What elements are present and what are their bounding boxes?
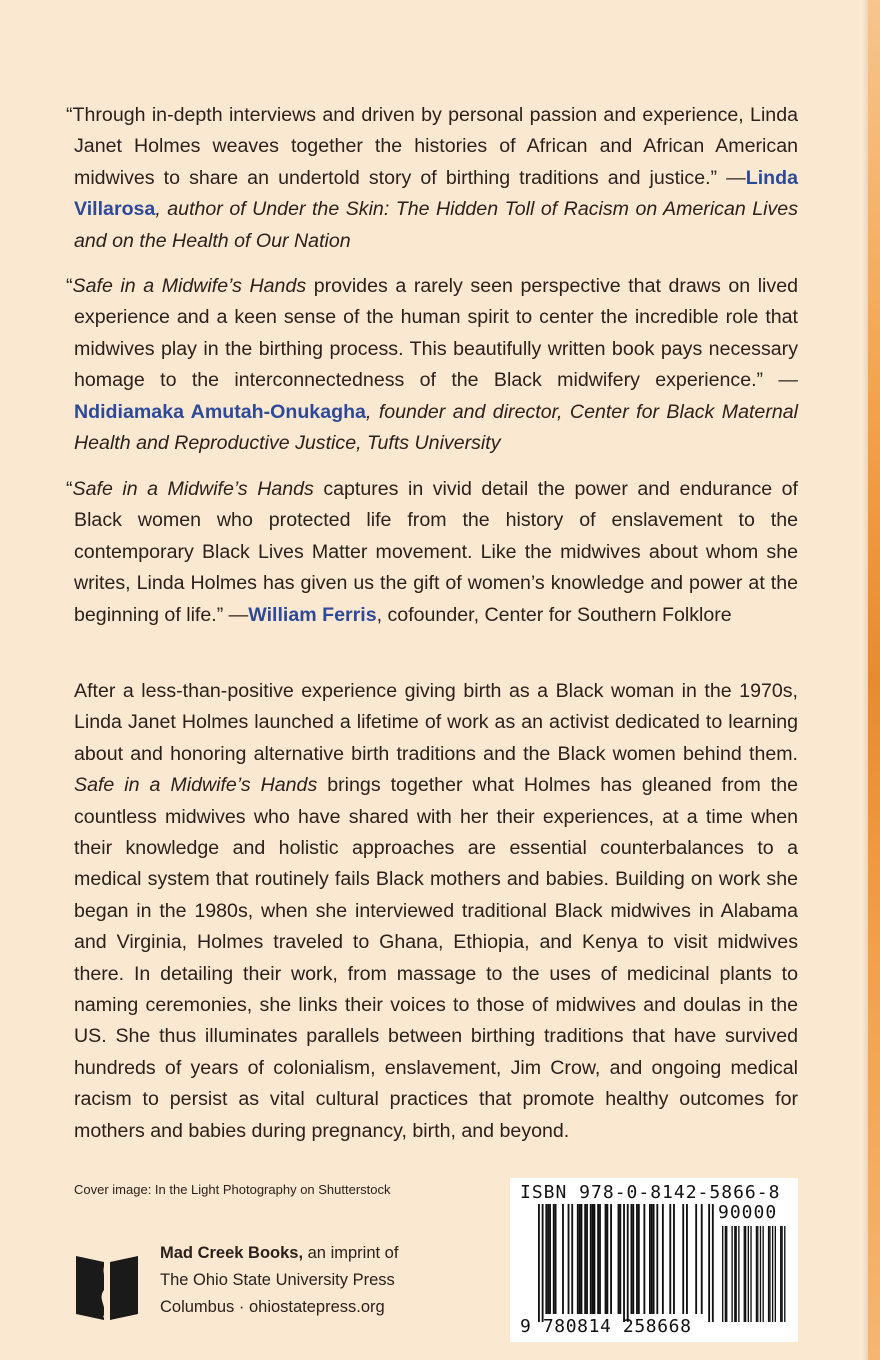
isbn-barcode bbox=[510, 1178, 798, 1342]
addon-bar bbox=[757, 1226, 758, 1322]
publisher-text bbox=[160, 1240, 398, 1321]
barcode-bar bbox=[673, 1204, 675, 1314]
barcode-bar bbox=[562, 1204, 564, 1314]
cover-image-credit: Cover image: In the Light Photography on Shutterstock bbox=[74, 1182, 391, 1197]
publisher-block bbox=[74, 1240, 474, 1330]
open-book-logo-icon bbox=[74, 1248, 140, 1322]
addon-bar bbox=[725, 1226, 726, 1322]
barcode-bar bbox=[638, 1204, 640, 1314]
isbn-label: ISBN 978-0-8142-5866-8 bbox=[520, 1182, 781, 1203]
barcode-bar bbox=[542, 1204, 544, 1322]
addon-bar bbox=[784, 1226, 785, 1322]
addon-bar bbox=[756, 1226, 757, 1322]
quote-open: “ bbox=[66, 275, 73, 297]
endorser-affiliation: , author of Under the Skin: The Hidden Toll of Racism on American Lives and on the Health of Our Nation bbox=[74, 198, 798, 252]
barcode-bar bbox=[649, 1204, 651, 1314]
addon-bar bbox=[736, 1226, 737, 1322]
imprint-name: Mad Creek Books, bbox=[160, 1244, 304, 1262]
quote-open: “ bbox=[66, 478, 73, 500]
barcode-bar bbox=[547, 1204, 549, 1314]
barcode-bar bbox=[619, 1204, 621, 1314]
barcode-bar bbox=[669, 1204, 671, 1314]
quote-body: captures in vivid detail the power and endurance of Black women who protected life from the history of enslavement to the contemporary Black Lives Matter movement. Like the midwives about whom she writes, Linda Holmes has given us the gift of women’s knowledge and power at the beginning of life.” — bbox=[74, 478, 798, 626]
addon-bar bbox=[726, 1226, 727, 1322]
barcode-bar bbox=[627, 1204, 629, 1322]
barcode-bar bbox=[555, 1204, 557, 1314]
addon-bar bbox=[768, 1226, 769, 1322]
endorser-affiliation: , cofounder, Center for Southern Folklore bbox=[376, 603, 732, 626]
quote-body: provides a rarely seen perspective that draws on lived experience and a keen sense of the human spirit to center the incredible role that midwives play in the birthing process. This beautifully written book pays necessary homage to the interconnectedness of the Black midwifery experience.” — bbox=[74, 275, 798, 392]
separator-dot: · bbox=[234, 1298, 249, 1316]
addon-bar bbox=[763, 1226, 764, 1322]
endorser-name: William Ferris bbox=[248, 603, 377, 626]
endorsement-quote-3 bbox=[66, 474, 798, 631]
barcode-bar bbox=[599, 1204, 601, 1314]
addon-bar bbox=[745, 1226, 746, 1322]
barcode-bar bbox=[656, 1204, 658, 1314]
city: Columbus bbox=[160, 1298, 235, 1316]
barcode-bar bbox=[636, 1204, 638, 1314]
barcode-bar bbox=[662, 1204, 664, 1314]
barcode-bar bbox=[682, 1204, 684, 1314]
addon-bar bbox=[775, 1226, 776, 1322]
publisher-line-3 bbox=[160, 1294, 398, 1321]
addon-bar bbox=[722, 1226, 723, 1322]
barcode-bar bbox=[579, 1204, 581, 1314]
endorsement-quote-2 bbox=[66, 271, 799, 459]
addon-bar bbox=[772, 1226, 773, 1322]
barcode-bar bbox=[610, 1204, 612, 1314]
barcode-bar bbox=[590, 1204, 592, 1314]
description-part-2: brings together what Holmes has gleaned from the countless midwives who have shared with her their experiences, at a time when their knowledge and holistic approaches are essential counterbalances to a medical system that routinely fails Black mothers and babies. Building on work she began in the 1980s, when she interviewed traditional Black midwives in Alabama and Virginia, Holmes traveled to Ghana, Ethiopia, and Kenya to visit midwives there. In detailing their work, from massage to the uses of medicinal plants to naming ceremonies, she links their voices to those of midwives and doulas in the US. She thus illuminates parallels between birthing traditions that have survived hundreds of years of colonialism, enslavement, Jim Crow, and ongoing medical racism to persist as vital cultural practices that promote healthy outcomes for mothers and babies during pregnancy, birth, and beyond. bbox=[74, 774, 798, 1142]
book-title: Safe in a Midwife’s Hands bbox=[74, 774, 318, 797]
addon-bar bbox=[760, 1226, 761, 1322]
barcode-bar bbox=[708, 1204, 710, 1322]
barcode-bar bbox=[594, 1204, 596, 1314]
barcode-bar bbox=[581, 1204, 583, 1314]
endorser-name: Ndidiamaka Amutah-Onukagha bbox=[74, 400, 366, 423]
website-link[interactable]: ohiostatepress.org bbox=[248, 1298, 385, 1316]
ean-bars bbox=[538, 1204, 714, 1322]
addon-bar bbox=[781, 1226, 782, 1322]
description-part-1: After a less-than-positive experience giving birth as a Black woman in the 1970s, Linda Janet Holmes launched a lifetime of work as an activist dedicated to learning about and honoring alternative birth traditions and the Black women behind them. bbox=[74, 680, 798, 765]
imprint-suffix: an imprint of bbox=[303, 1244, 399, 1262]
barcode-bar bbox=[618, 1204, 620, 1314]
barcode-bar bbox=[597, 1204, 599, 1314]
addon-bar bbox=[750, 1226, 751, 1322]
barcode-bar bbox=[568, 1204, 570, 1314]
barcode-bar bbox=[623, 1204, 625, 1322]
ean-digits: 9 780814 258668 bbox=[520, 1316, 692, 1337]
barcode-bar bbox=[571, 1204, 573, 1314]
endorser-affiliation: , founder and director, Center for Black Maternal Health and Reproductive Justice, Tufts University bbox=[74, 400, 799, 455]
barcode-bar bbox=[695, 1204, 697, 1314]
price-code: 90000 bbox=[718, 1202, 778, 1223]
barcode-bar bbox=[586, 1204, 588, 1314]
barcode-bar bbox=[538, 1204, 540, 1322]
barcode-bar bbox=[632, 1204, 634, 1314]
addon-bar bbox=[780, 1226, 781, 1322]
spine-edge bbox=[868, 0, 880, 1360]
barcode-bar bbox=[584, 1204, 586, 1314]
barcode-bar bbox=[592, 1204, 594, 1314]
barcode-bar bbox=[577, 1204, 579, 1314]
barcode-bar bbox=[701, 1204, 703, 1314]
addon-bar bbox=[731, 1226, 732, 1322]
endorser-name: Linda Villarosa bbox=[74, 166, 798, 221]
addon-bar bbox=[734, 1226, 735, 1322]
barcode-bar bbox=[545, 1204, 547, 1314]
addon-bar bbox=[738, 1226, 739, 1322]
barcode-bar bbox=[631, 1204, 633, 1314]
book-title: Safe in a Midwife’s Hands bbox=[72, 275, 307, 297]
barcode-bar bbox=[606, 1204, 608, 1314]
addon-bar bbox=[769, 1226, 770, 1322]
barcode-bar bbox=[549, 1204, 551, 1314]
addon-bars bbox=[722, 1226, 785, 1322]
barcode-bar bbox=[553, 1204, 555, 1314]
press-name: The Ohio State University Press bbox=[160, 1271, 395, 1289]
endorsement-quote-1 bbox=[66, 100, 798, 257]
barcode-bar bbox=[712, 1204, 714, 1322]
book-title: Safe in a Midwife’s Hands bbox=[72, 478, 314, 500]
barcode-bar bbox=[643, 1204, 645, 1314]
barcode-bar bbox=[605, 1204, 607, 1314]
barcode-bar bbox=[686, 1204, 688, 1314]
publisher-line-1 bbox=[160, 1240, 398, 1267]
barcode-bar bbox=[653, 1204, 655, 1314]
barcode-bar bbox=[651, 1204, 653, 1314]
book-description bbox=[74, 676, 798, 1147]
addon-bar bbox=[744, 1226, 745, 1322]
addon-bar bbox=[748, 1226, 749, 1322]
quote-body: “Through in-depth interviews and driven by personal passion and experience, Linda Janet Holmes weaves together the histories of African and African American midwives to share an undertold story of birthing traditions and justice.” — bbox=[66, 104, 798, 189]
